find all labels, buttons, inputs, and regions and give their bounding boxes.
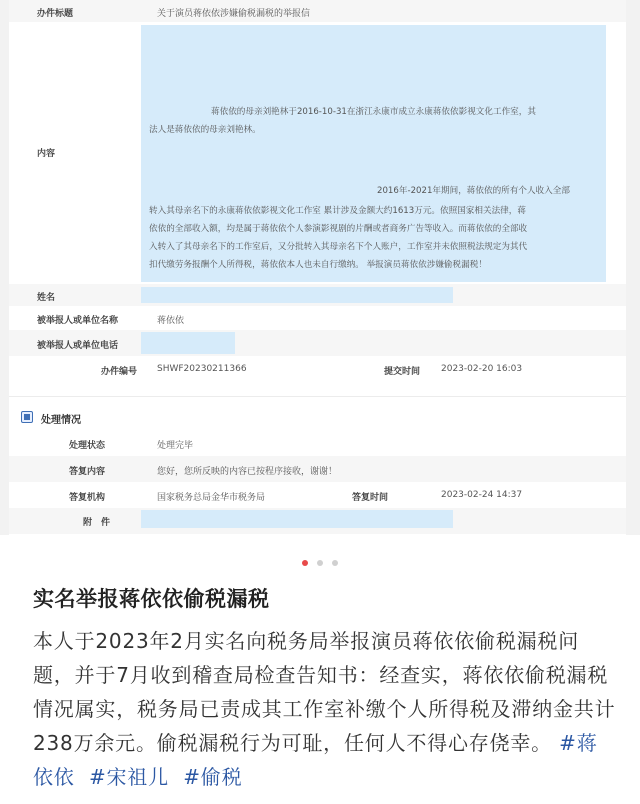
carousel-dot-2[interactable] [317, 560, 323, 566]
attachment-label: 附 件 [83, 518, 111, 528]
content-line: 转入其母亲名下的永康蒋依依影视文化工作室 累计涉及金额大约1613万元。依照国家相关法律，蒋 [149, 206, 526, 216]
case-no-value: SHWF20230211366 [157, 364, 247, 374]
status-value: 处理完毕 [157, 441, 194, 451]
submit-time-label: 提交时间 [384, 367, 421, 377]
reply-time-label: 答复时间 [352, 493, 389, 503]
title-label: 办件标题 [37, 9, 74, 19]
title-row [9, 0, 626, 22]
carousel-dot-1[interactable] [302, 560, 308, 566]
reply-label: 答复内容 [69, 467, 106, 477]
section-divider [9, 396, 626, 397]
reported-label: 被举报人或单位名称 [37, 316, 119, 326]
content-line: 依依的全部收入额，均是属于蒋依依个人参演影视剧的片酬或者商务广告等收入。而蒋依依的全部收 [149, 224, 528, 234]
post-body-text: 本人于2023年2月实名向税务局举报演员蒋依依偷税漏税问题，并于7月收到稽查局检查告知书：经查实，蒋依依偷税漏税情况属实，税务局已责成其工作室补缴个人所得税及滞纳金共计238万余元。偷税漏税行为可耻，任何人不得心存侥幸。 [33, 629, 616, 755]
redacted-name [141, 287, 453, 303]
phone-label: 被举报人或单位电话 [37, 341, 119, 351]
org-value: 国家税务总局金华市税务局 [157, 493, 266, 503]
carousel-indicator[interactable] [0, 551, 640, 561]
hashtag-link[interactable]: #蒋依依 [33, 731, 598, 789]
post-title: 实名举报蒋依依偷税漏税 [33, 587, 270, 611]
submit-time-value: 2023-02-20 16:03 [441, 364, 523, 374]
status-label: 处理状态 [69, 441, 106, 451]
content-line: 法人是蒋依依的母亲刘艳林。 [149, 125, 261, 135]
content-line: 入转入了其母亲名下的工作室后，又分批转入其母亲名下个人账户，工作室并未依照税法规定为其代 [149, 242, 528, 252]
case-no-label: 办件编号 [101, 367, 138, 377]
report-form [9, 0, 626, 535]
content-label: 内容 [37, 149, 56, 159]
content-line: 蒋依依的母亲刘艳林于2016-10-31在浙江永康市成立永康蒋依依影视文化工作室，其 [211, 107, 536, 117]
post-body [33, 624, 618, 794]
handling-section-title: 处理情况 [41, 415, 81, 426]
content-line: 扣代缴劳务报酬个人所得税，蒋依依本人也未自行缴纳。 举报演员蒋依依涉嫌偷税漏税！ [149, 260, 487, 270]
reported-value: 蒋依依 [157, 316, 185, 326]
document-icon [21, 411, 33, 423]
reply-value: 您好，您所反映的内容已按程序接收，谢谢！ [157, 467, 338, 477]
hashtag-link[interactable]: #宋祖儿 [88, 765, 169, 789]
name-label: 姓名 [37, 293, 56, 303]
carousel-dot-3[interactable] [332, 560, 338, 566]
title-value: 关于演员蒋依依涉嫌偷税漏税的举报信 [157, 9, 311, 19]
reply-time-value: 2023-02-24 14:37 [441, 490, 523, 500]
redacted-attachment [141, 510, 453, 528]
content-line: 2016年-2021年期间，蒋依依的所有个人收入全部 [377, 186, 570, 196]
redacted-phone [141, 332, 235, 354]
org-label: 答复机构 [69, 493, 106, 503]
hashtag-link[interactable]: #偷税 [183, 765, 243, 789]
